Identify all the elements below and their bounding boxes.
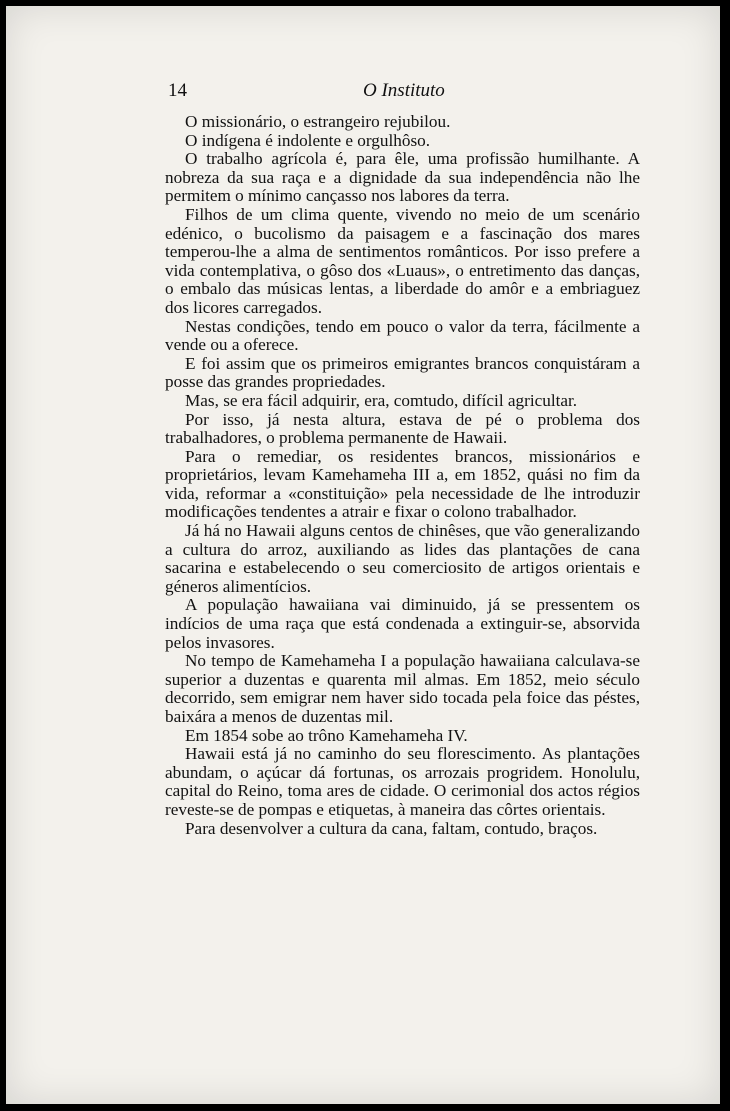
paragraph: Mas, se era fácil adquirir, era, comtudo, difícil agricultar. xyxy=(185,390,578,410)
paragraph: O trabalho agrícola é, para êle, uma profissão humilhante. A nobreza da sua raça e a dignidade da sua independência não lhe permitem o mínimo cançasso nos labores da terra. xyxy=(165,149,640,206)
paragraph: Hawaii está já no caminho do seu florescimento. As plantações abundam, o açúcar dá fortunas, os arrozais progridem. Honolulu, capital do Reino, toma ares de cidade. O cerimonial dos actos régios reveste-se de pompas e etiquetas, à maneira das côrtes orientais. xyxy=(165,744,640,819)
paragraph: Para o remediar, os residentes brancos, missionários e proprietários, levam Kamehameha III a, em 1852, quási no fim da vida, reformar a «constituição» pela necessidade de lhe introduzir modificações tendentes a atrair e fixar o colono trabalhador. xyxy=(165,446,640,522)
page-header xyxy=(168,80,648,104)
paragraph: Para desenvolver a cultura da cana, faltam, contudo, braços. xyxy=(185,818,598,838)
paragraph: Já há no Hawaii alguns centos de chinêses, que vão generalizando a cultura do arroz, auxiliando as lides das plantações de cana sacarina e estabelecendo o seu comerciosito de artigos orientais e géneros alimentícios. xyxy=(165,521,640,596)
paragraph: E foi assim que os primeiros emigrantes brancos conquistáram a posse das grandes propriedades. xyxy=(165,353,640,392)
running-title: O Instituto xyxy=(363,80,445,101)
paragraph: Filhos de um clima quente, vivendo no meio de um scenário edénico, o bucolismo da paisagem e a fascinação dos mares temperou-lhe a alma de sentimentos românticos. Por isso prefere a vida contemplativa, o gôso dos «Luaus», o entretimento das danças, o embalo das músicas lentas, a liberdade do amôr e a embriaguez dos licores carregados. xyxy=(165,204,640,317)
paragraph: O missionário, o estrangeiro rejubilou. xyxy=(185,112,451,131)
paragraph: O indígena é indolente e orgulhôso. xyxy=(185,130,431,150)
paragraph: Em 1854 sobe ao trôno Kamehameha IV. xyxy=(185,725,468,745)
paragraph: Por isso, já nesta altura, estava de pé o problema dos trabalhadores, o problema permanente de Hawaii. xyxy=(165,409,640,448)
page-number: 14 xyxy=(168,80,187,101)
paragraph: No tempo de Kamehameha I a população hawaiiana calculava-se superior a duzentas e quarenta mil almas. Em 1852, meio século decorrido, sem emigrar nem haver sido tocada pela foice das péstes, baixára a menos de duzentas mil. xyxy=(165,651,640,726)
paragraph: A população hawaiiana vai diminuido, já se pressentem os indícios de uma raça que está condenada a extinguir-se, absorvida pelos invasores. xyxy=(165,595,640,652)
body-text xyxy=(165,113,640,838)
paragraph: Nestas condições, tendo em pouco o valor da terra, fácilmente a vende ou a oferece. xyxy=(165,316,640,355)
